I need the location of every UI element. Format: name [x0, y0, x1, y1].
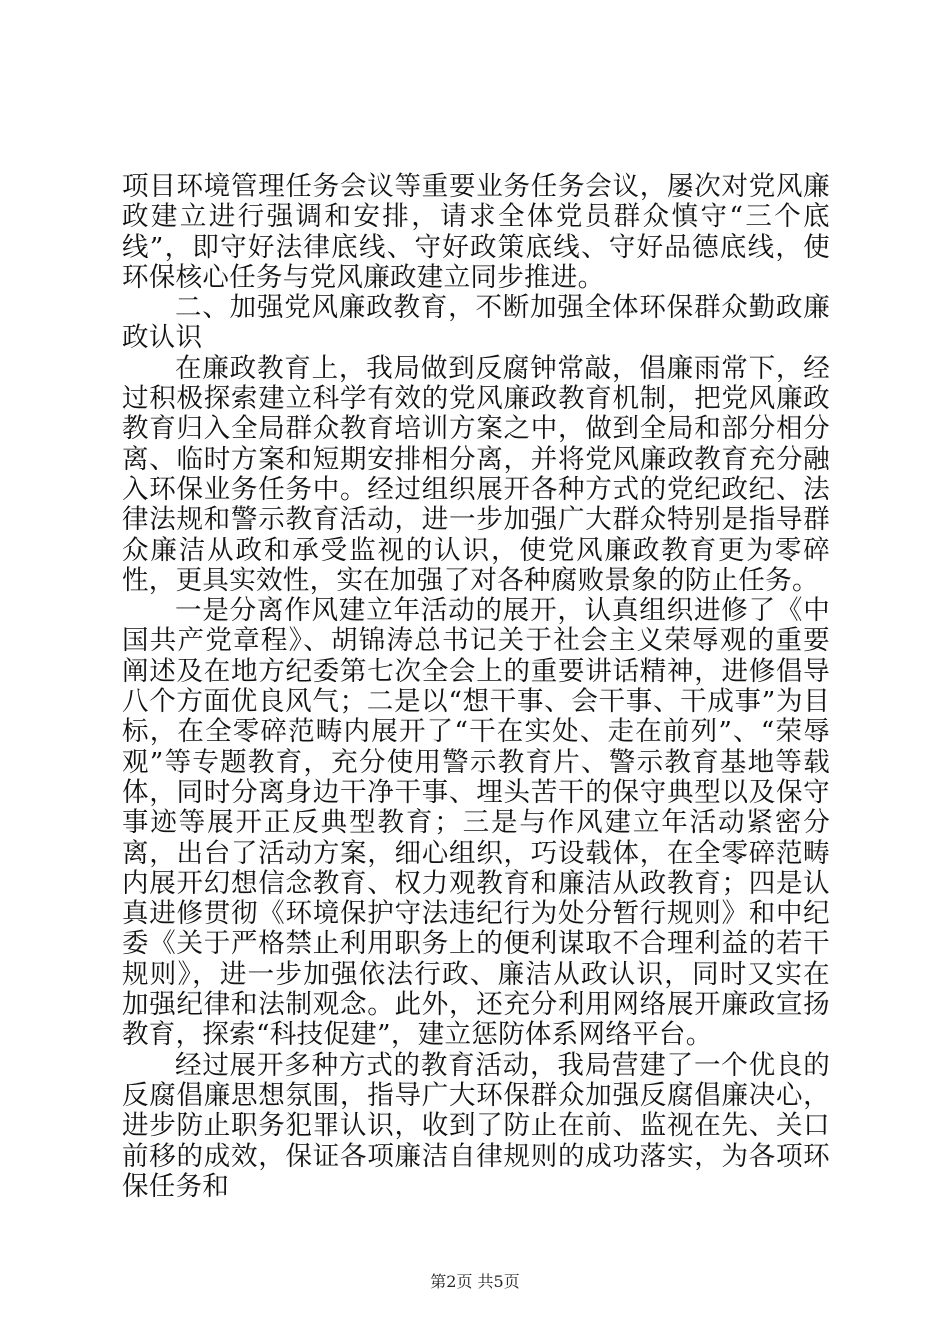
- paragraph: 一是分离作风建立年活动的展开，认真组织进修了《中国共产党章程》、胡锦涛总书记关于社会主义荣辱观的重要阐述及在地方纪委第七次全会上的重要讲话精神，进修倡导八个方面优良风气；二是以“想干事、会干事、干成事”为目标，在全零碎范畴内展开了“干在实处、走在前列”、“荣辱观”等专题教育，充分使用警示教育片、警示教育基地等载体，同时分离身边干净干事、埋头苦干的保守典型以及保守事迹等展开正反典型教育；三是与作风建立年活动紧密分离，出台了活动方案，细心组织，巧设载体，在全零碎范畴内展开幻想信念教育、权力观教育和廉洁从政教育；四是认真进修贯彻《环境保护守法违纪行为处分暂行规则》和中纪委《关于严格禁止利用职务上的便利谋取不合理利益的若干规则》，进一步加强依法行政、廉洁从政认识，同时又实在加强纪律和法制观念。此外，还充分利用网络展开廉政宣扬教育，探索“科技促建”，建立惩防体系网络平台。: [122, 595, 830, 1051]
- section-heading: 二、加强党风廉政教育，不断加强全体环保群众勤政廉政认识: [122, 292, 830, 354]
- page-number-footer: 第2页 共5页: [430, 1272, 520, 1291]
- paragraph: 经过展开多种方式的教育活动，我局营建了一个优良的反腐倡廉思想氛围，指导广大环保群众加强反腐倡廉决心，进步防止职务犯罪认识，收到了防止在前、监视在先、关口前移的成效，保证各项廉洁自律规则的成功落实，为各项环保任务和: [122, 1049, 830, 1202]
- paragraph: 在廉政教育上，我局做到反腐钟常敲，倡廉雨常下，经过积极探索建立科学有效的党风廉政教育机制，把党风廉政教育归入全局群众教育培训方案之中，做到全局和部分相分离、临时方案和短期安排相分离，并将党风廉政教育充分融入环保业务任务中。经过组织展开各种方式的党纪政纪、法律法规和警示教育活动，进一步加强广大群众特别是指导群众廉洁从政和承受监视的认识，使党风廉政教育更为零碎性，更具实效性，实在加强了对各种腐败景象的防止任务。: [122, 352, 830, 596]
- paragraph-continuation: 项目环境管理任务会议等重要业务任务会议，屡次对党风廉政建立进行强调和安排，请求全体党员群众慎守“三个底线”，即守好法律底线、守好政策底线、守好品德底线，使环保核心任务与党风廉政建立同步推进。: [122, 171, 830, 293]
- body-text: [122, 172, 830, 1202]
